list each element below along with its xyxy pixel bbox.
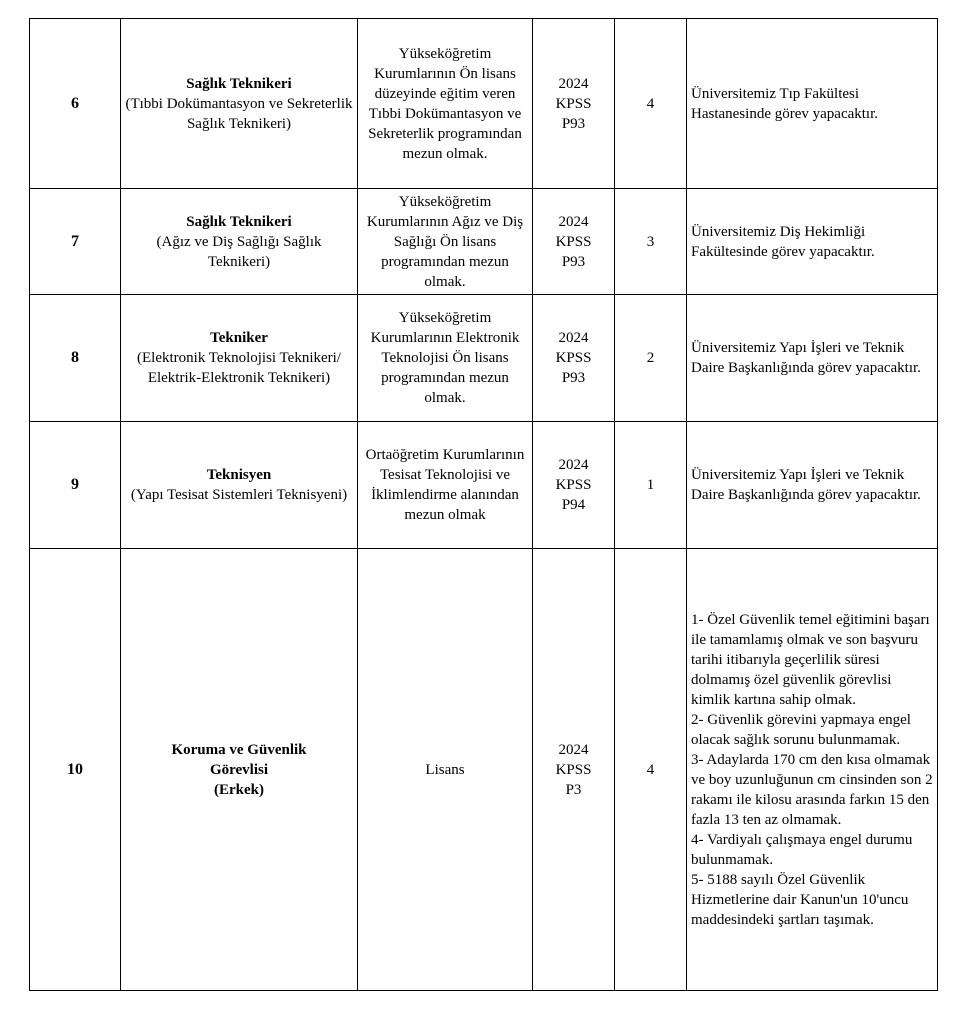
kpss-code: P3 (565, 781, 582, 798)
table-row (30, 189, 938, 295)
position-subtitle: (Yapı Tesisat Sistemleri Teknisyeni) (130, 487, 348, 503)
kpss-code: P93 (561, 253, 586, 270)
table-row (30, 295, 938, 422)
conditions-cell (687, 549, 938, 991)
position-title: Sağlık Teknikeri (186, 213, 292, 230)
requirement: Yükseköğretim Kurumlarının Ön lisans düzeyinde eğitim veren Tıbbi Dokümantasyon ve Sekreterlik programından mezun olmak. (358, 19, 533, 189)
position-title: Sağlık Teknikeri (186, 75, 292, 92)
kpss-label: KPSS (555, 233, 592, 250)
position-title-cell (121, 422, 358, 549)
kpss-cell (533, 295, 615, 422)
table-row (30, 422, 938, 549)
condition-item: 5- 5188 sayılı Özel Güvenlik Hizmetlerine dair Kanun'un 10'uncu maddesindeki şartları taşımak. (691, 871, 909, 928)
kpss-label: KPSS (555, 477, 592, 493)
position-subtitle: (Ağız ve Diş Sağlığı Sağlık Teknikeri) (156, 233, 322, 270)
position-title: Teknisyen (206, 467, 272, 483)
position-title: Tekniker (210, 330, 268, 346)
position-title-cell (121, 19, 358, 189)
position-count: 1 (615, 422, 687, 549)
condition-item: 1- Özel Güvenlik temel eğitimini başarı ile tamamlamış olmak ve son başvuru tarihi itibarıyla geçerlilik süresi dolmamış özel güvenlik görevlisi kimlik kartına sahip olmak. (691, 611, 930, 708)
condition-item: 2- Güvenlik görevini yapmaya engel olacak sağlık sorunu bulunmamak. (691, 711, 911, 748)
row-number: 9 (30, 422, 121, 549)
kpss-label: KPSS (555, 761, 592, 778)
kpss-year: 2024 (558, 75, 589, 92)
kpss-year: 2024 (558, 213, 589, 230)
position-count: 3 (615, 189, 687, 295)
position-title-line1: Koruma ve Güvenlik (171, 741, 307, 758)
position-count: 2 (615, 295, 687, 422)
position-count: 4 (615, 549, 687, 991)
kpss-cell (533, 422, 615, 549)
kpss-cell (533, 19, 615, 189)
position-subtitle: (Elektronik Teknolojisi Teknikeri/ Elektrik-Elektronik Teknikeri) (137, 350, 341, 386)
condition-item: 3- Adaylarda 170 cm den kısa olmamak ve boy uzunluğunun cm cinsinden son 2 rakamı ile kilosu arasında farkın 15 den fazla 13 ten az olmamak. (691, 751, 933, 828)
requirement: Yükseköğretim Kurumlarının Elektronik Teknolojisi Ön lisans programından mezun olmak. (358, 295, 533, 422)
position-count: 4 (615, 19, 687, 189)
kpss-cell (533, 189, 615, 295)
description: Üniversitemiz Tıp Fakültesi Hastanesinde görev yapacaktır. (687, 19, 938, 189)
kpss-label: KPSS (555, 95, 592, 112)
position-title-cell (121, 189, 358, 295)
kpss-code: P93 (561, 370, 586, 386)
kpss-code: P94 (561, 497, 586, 513)
position-title-line3: (Erkek) (214, 781, 264, 798)
table-row (30, 549, 938, 991)
position-title-line2: Görevlisi (209, 761, 269, 778)
row-number: 6 (30, 19, 121, 189)
description: Üniversitemiz Yapı İşleri ve Teknik Daire Başkanlığında görev yapacaktır. (687, 295, 938, 422)
requirement: Lisans (358, 549, 533, 991)
kpss-year: 2024 (558, 457, 589, 473)
row-number: 7 (30, 189, 121, 295)
position-subtitle: (Tıbbi Dokümantasyon ve Sekreterlik Sağlık Teknikeri) (125, 95, 353, 132)
table-row (30, 19, 938, 189)
requirement: Ortaöğretim Kurumlarının Tesisat Teknolojisi ve İklimlendirme alanından mezun olmak (358, 422, 533, 549)
kpss-code: P93 (561, 115, 586, 132)
kpss-year: 2024 (558, 741, 589, 758)
positions-table (29, 18, 938, 991)
kpss-year: 2024 (558, 330, 589, 346)
requirement: Yükseköğretim Kurumlarının Ağız ve Diş Sağlığı Ön lisans programından mezun olmak. (358, 189, 533, 295)
kpss-cell (533, 549, 615, 991)
kpss-label: KPSS (555, 350, 592, 366)
description: Üniversitemiz Yapı İşleri ve Teknik Daire Başkanlığında görev yapacaktır. (687, 422, 938, 549)
row-number: 8 (30, 295, 121, 422)
row-number: 10 (30, 549, 121, 991)
position-title-cell (121, 295, 358, 422)
position-title-cell (121, 549, 358, 991)
condition-item: 4- Vardiyalı çalışmaya engel durumu bulunmamak. (691, 831, 913, 868)
description: Üniversitemiz Diş Hekimliği Fakültesinde görev yapacaktır. (687, 189, 938, 295)
